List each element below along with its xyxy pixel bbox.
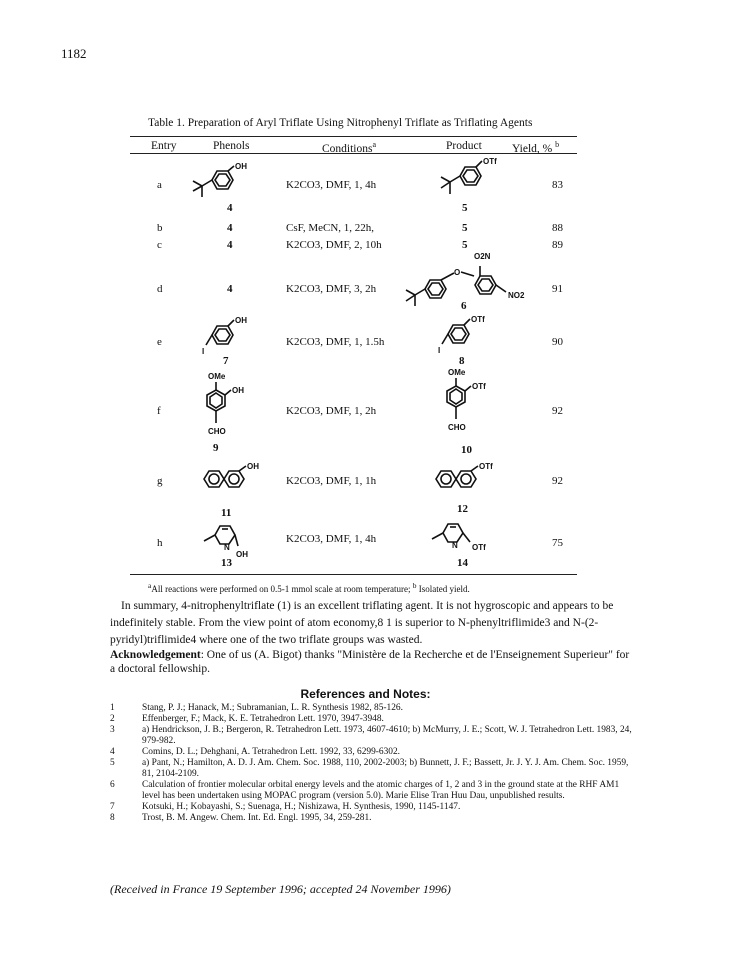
product-b: 5	[462, 222, 468, 234]
yield-g: 92	[552, 475, 563, 487]
reference-item: 3 a) Hendrickson, J. B.; Bergeron, R. Tetrahedron Lett. 1973, 4607-4610; b) McMurry, J. E.; Scott, W. J. Tetrahedron Lett. 1983, 24, 979-982.	[110, 725, 632, 746]
conditions-d: K2CO3, DMF, 3, 2h	[286, 283, 377, 295]
yield-d: 91	[552, 283, 563, 295]
iodophenol-7-structure	[190, 312, 260, 356]
references-title: References and Notes:	[300, 687, 431, 701]
table-bottom-rule	[130, 574, 577, 575]
otf-label: OTf	[472, 543, 486, 552]
yield-f: 92	[552, 405, 563, 417]
reference-item: 6 Calculation of frontier molecular orbital energy levels and the atomic charges of 1, 2 and 3 in the ground state at the RHF AM1 level has been undertaken using MOPAC program (version 5.0). Marie Elise Tran Huu Dau, unpublished results.	[110, 780, 620, 801]
conditions-g: K2CO3, DMF, 1, 1h	[286, 475, 377, 487]
pyridine-n-label: N	[452, 541, 458, 550]
header-entry: Entry	[151, 140, 177, 152]
cho-label: CHO	[448, 423, 466, 432]
reference-item: 7 Kotsuki, H.; Kobayashi, S.; Suenaga, H.; Nishizawa, H. Synthesis, 1990, 1145-1147.	[110, 802, 461, 812]
diaryl-ether-6-structure	[400, 250, 550, 312]
conditions-c: K2CO3, DMF, 2, 10h	[286, 239, 382, 251]
header-conditions: Conditions$^a$	[322, 140, 377, 155]
table-footnote: $^a$All reactions were performed on 0.5-1 mmol scale at room temperature; $^b$ Isolated yield.	[148, 581, 470, 594]
reference-list	[110, 703, 632, 824]
reference-item: 4 Comins, D. L.; Dehghani, A. Tetrahedron Lett. 1992, 33, 6299-6302.	[110, 747, 400, 757]
page-number: 1182	[61, 46, 87, 61]
oh-label: OH	[247, 462, 259, 471]
acknowledgement-paragraph: Acknowledgement: One of us (A. Bigot) thanks "Ministère de la Recherche et de l'Enseignement Superieur" for a doctoral fellowship.	[110, 649, 630, 675]
entry-d: d	[157, 283, 163, 295]
reference-item: 2 Effenberger, F.; Mack, K. E. Tetrahedron Lett. 1970, 3947-3948.	[110, 714, 384, 724]
reference-item: 1 Stang, P. J.; Hanack, M.; Subramanian, L. R. Synthesis 1982, 85-126.	[110, 703, 403, 713]
aryl-triflate-5-structure	[430, 152, 500, 206]
iodoaryl-triflate-8-structure	[426, 311, 496, 355]
phenol-9-label: 9	[213, 442, 219, 454]
hydroxypyridine-13-structure	[198, 516, 268, 560]
phenol-b: 4	[227, 222, 233, 234]
o2n-label: O2N	[474, 252, 491, 261]
yield-a: 83	[552, 179, 563, 191]
summary-paragraph: In summary, 4-nitrophenyltriflate (1) is an excellent triflating agent. It is not hygroscopic and appears to be indefinitely stable. From the view point of atom economy,8 1 is superior to N-phenyltriflimide3 and N-(2-pyridyl)triflimide4 where one of the two triflate groups was wasted.	[110, 600, 614, 646]
ome-label: OMe	[448, 368, 466, 377]
phenol-4-label: 4	[227, 202, 233, 214]
yield-c: 89	[552, 239, 563, 251]
reference-item: 8 Trost, B. M. Angew. Chem. Int. Ed. Engl. 1995, 34, 259-281.	[110, 813, 372, 823]
product-5-label: 5	[462, 202, 468, 214]
oh-label: OH	[232, 386, 244, 395]
pyridyl-triflate-14-structure	[426, 514, 516, 558]
conditions-f: K2CO3, DMF, 1, 2h	[286, 405, 377, 417]
cho-label: CHO	[208, 427, 226, 436]
entry-f: f	[157, 405, 161, 417]
phenol-13-label: 13	[221, 557, 232, 569]
otf-label: OTf	[479, 462, 493, 471]
received-dates: (Received in France 19 September 1996; accepted 24 November 1996)	[110, 882, 451, 896]
product-10-label: 10	[461, 444, 472, 456]
conditions-h: K2CO3, DMF, 1, 4h	[286, 533, 377, 545]
product-12-label: 12	[457, 503, 468, 515]
yield-h: 75	[552, 537, 563, 549]
header-phenols: Phenols	[213, 140, 250, 152]
ether-o-label: O	[454, 268, 461, 277]
product-8-label: 8	[459, 355, 465, 367]
otf-label: OTf	[471, 315, 485, 324]
oh-label: OH	[236, 550, 248, 559]
header-product: Product	[446, 140, 482, 152]
entry-a: a	[157, 179, 162, 191]
iodo-label: I	[438, 346, 441, 355]
oh-label: OH	[235, 162, 247, 171]
iodo-label: I	[202, 347, 205, 356]
header-yield: Yield, % $^b$	[512, 140, 560, 155]
tert-butylphenol-structure	[190, 160, 250, 210]
table-header-rule	[130, 153, 577, 154]
table-caption: Table 1. Preparation of Aryl Triflate Using Nitrophenyl Triflate as Triflating Agents	[148, 117, 533, 129]
phenol-c: 4	[227, 239, 233, 251]
table-top-rule	[130, 136, 577, 137]
aryl-triflate-10-structure	[440, 366, 510, 440]
naphthyl-triflate-12-structure	[428, 456, 518, 496]
entry-c: c	[157, 239, 162, 251]
conditions-b: CsF, MeCN, 1, 22h,	[286, 222, 375, 234]
product-14-label: 14	[457, 557, 468, 569]
entry-e: e	[157, 336, 162, 348]
product-c: 5	[462, 239, 468, 251]
naphthol-11-structure	[200, 460, 280, 500]
no2-label: NO2	[508, 291, 525, 300]
yield-b: 88	[552, 222, 563, 234]
phenol-d: 4	[227, 283, 233, 295]
otf-label: OTf	[483, 157, 497, 166]
entry-b: b	[157, 222, 163, 234]
reference-item: 5 a) Pant, N.; Hamilton, A. D. J. Am. Chem. Soc. 1988, 110, 2002-2003; b) Bunnett, J. F.; Bassett, Jr. J. Y. J. Am. Chem. Soc. 1959, 81, 2104-2109.	[110, 758, 629, 779]
pyridine-n-label: N	[224, 543, 230, 552]
phenol-7-label: 7	[223, 355, 229, 367]
otf-label: OTf	[472, 382, 486, 391]
product-6-label: 6	[461, 300, 467, 312]
ome-label: OMe	[208, 372, 226, 381]
phenol-11-label: 11	[221, 507, 232, 519]
entry-g: g	[157, 475, 163, 487]
conditions-e: K2CO3, DMF, 1, 1.5h	[286, 336, 385, 348]
conditions-a: K2CO3, DMF, 1, 4h	[286, 179, 377, 191]
vanillin-9-structure	[200, 370, 260, 444]
oh-label: OH	[235, 316, 247, 325]
entry-h: h	[157, 537, 163, 549]
yield-e: 90	[552, 336, 563, 348]
